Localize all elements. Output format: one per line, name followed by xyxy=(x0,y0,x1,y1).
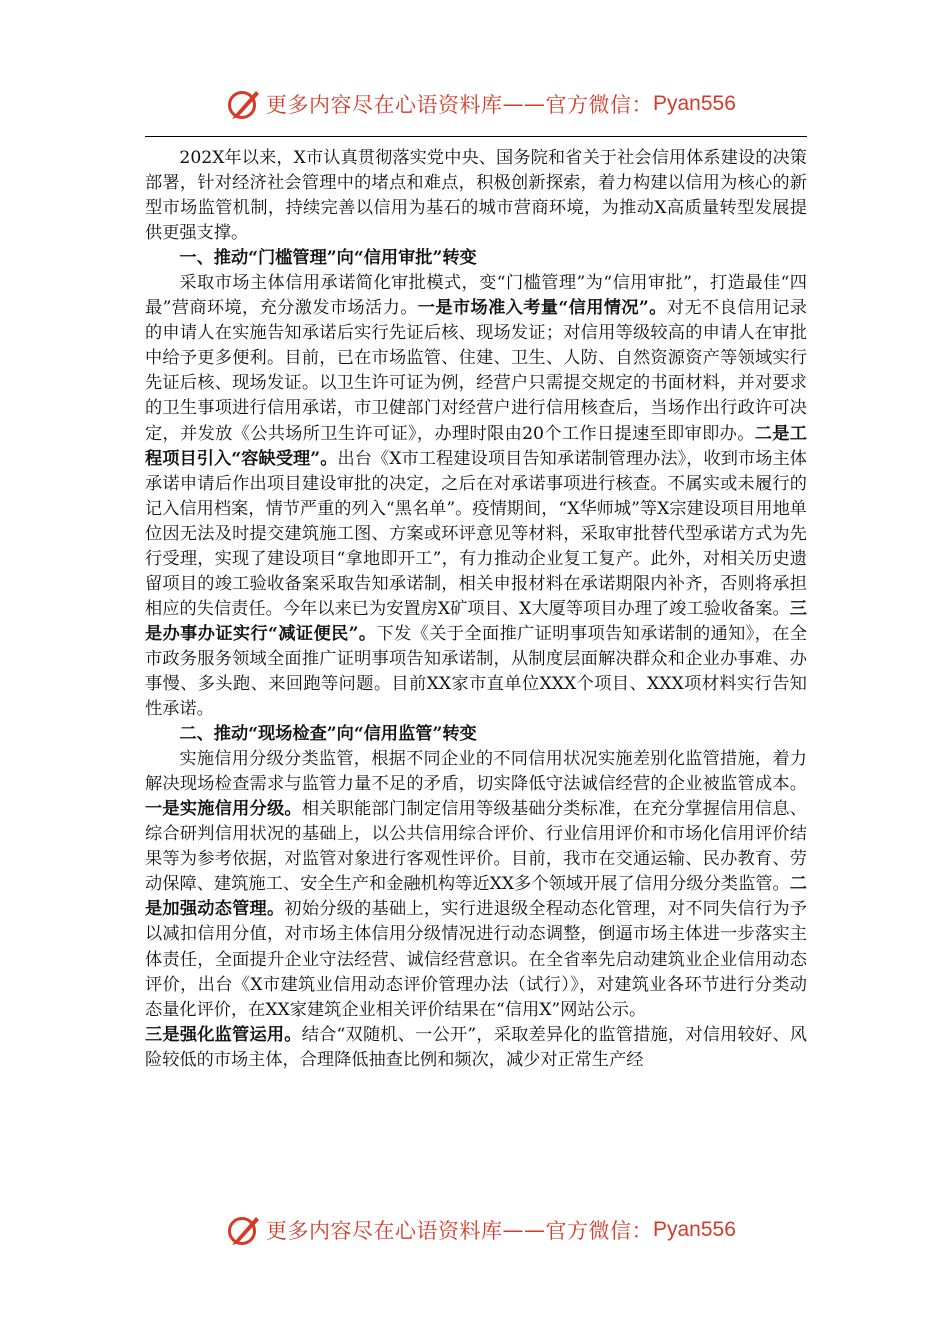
watermark-wechat-id: Pyan556 xyxy=(653,1218,736,1241)
section-2-point-2-text: 初始分级的基础上，实行进退级全程动态化管理，对不同失信行为予以减扣信用分值，对市场主体信用分级情况进行动态调整，倒逼市场主体进一步落实主体责任，全面提升企业守法经营、诚信经营意识。在全省率先启动建筑业企业信用动态评价，出台《X市建筑业信用动态评价管理办法（试行）》，对建筑业各环节进行分类动态量化评价，在XX家建筑企业相关评价结果在“信用X”网站公示。 xyxy=(145,899,807,1020)
header-watermark xyxy=(226,86,736,122)
section-2-lead: 实施信用分级分类监管，根据不同企业的不同信用状况实施差别化监管措施，着力解决现场检查需求与监管力量不足的矛盾，切实降低守法诚信经营的企业被监管成本。 xyxy=(145,749,807,795)
section-1-point-3-title: 三是办事办证实行“减证便民”。 xyxy=(145,598,807,644)
watermark-dash: —— xyxy=(502,1218,546,1242)
watermark-label: 官方微信： xyxy=(545,93,653,117)
header-divider xyxy=(145,136,807,137)
section-2-point-1-title: 一是实施信用分级。 xyxy=(145,799,302,820)
watermark-brand: 更多内容尽在心语资料库 xyxy=(266,93,503,117)
section-2-heading: 二、推动“现场检查”向“信用监管”转变 xyxy=(179,724,477,745)
section-2-point-2-title: 二是加强动态管理。 xyxy=(145,874,807,920)
watermark-wechat-id: Pyan556 xyxy=(653,92,736,115)
section-1-point-2-text: 出台《X市工程建设项目告知承诺制管理办法》，收到市场主体承诺申请后作出项目建设审批的决定，之后在对承诺事项进行核查。不属实或未履行的记入信用档案，情节严重的列入“黑名单”。疫情期间，“X华师城”等X宗建设项目用地单位因无法及时提交建筑施工图、方案或环评意见等材料，采取审批替代型承诺方式为先行受理，实现了建设项目“拿地即开工”，有力推动企业复工复产。此外，对相关历史遗留项目的竣工验收备案采取告知承诺制，相关申报材料在承诺期限内补齐，否则将承担相应的失信责任。今年以来已为安置房X矿项目、X大厦等项目办理了竣工验收备案。 xyxy=(145,448,807,619)
section-2-continued-paragraph xyxy=(145,1023,807,1073)
section-1-paragraph xyxy=(145,271,807,722)
section-1-point-2-title: 二是工程项目引入“容缺受理”。 xyxy=(145,423,807,469)
section-2-point-3-title: 三是强化监管运用。 xyxy=(145,1024,302,1045)
section-1-heading: 一、推动“门槛管理”向“信用审批”转变 xyxy=(179,248,477,269)
section-2-paragraph xyxy=(145,747,807,1023)
pen-circle-logo-icon xyxy=(226,86,262,122)
intro-paragraph: 202X年以来，X市认真贯彻落实党中央、国务院和省关于社会信用体系建设的决策部署，针对经济社会管理中的堵点和难点，积极创新探索，着力构建以信用为核心的新型市场监管机制，持续完善以信用为基石的城市营商环境，为推动X高质量转型发展提供更强支撑。 xyxy=(145,148,807,244)
watermark-dash: —— xyxy=(502,92,546,116)
footer-watermark xyxy=(226,1212,736,1248)
section-1-lead: 采取市场主体信用承诺简化审批模式，变“门槛管理”为“信用审批”，打造最佳“四最”营商环境，充分激发市场活力。 xyxy=(145,273,807,319)
section-1-point-1-title: 一是市场准入考量“信用情况”。 xyxy=(417,298,667,319)
section-2-point-1-text: 相关职能部门制定信用等级基础分类标准，在充分掌握信用信息、综合研判信用状况的基础上，以公共信用综合评价、行业信用评价和市场化信用评价结果等为参考依据，对监管对象进行客观性评价。目前，我市在交通运输、民办教育、劳动保障、建筑施工、安全生产和金融机构等近XX多个领域开展了信用分级分类监管。 xyxy=(145,799,807,895)
watermark-label: 官方微信： xyxy=(545,1219,653,1243)
watermark-brand: 更多内容尽在心语资料库 xyxy=(266,1219,503,1243)
pen-circle-logo-icon xyxy=(226,1212,262,1248)
document-body xyxy=(145,146,807,1073)
section-1-point-3-text: 下发《关于全面推广证明事项告知承诺制的通知》，在全市政务服务领域全面推广证明事项告知承诺制，从制度层面解决群众和企业办事难、办事慢、多头跑、来回跑等问题。目前XX家市直单位XXX个项目、XXX项材料实行告知性承诺。 xyxy=(145,623,808,720)
section-1-point-1-text: 对无不良信用记录的申请人在实施告知承诺后实行先证后核、现场发证；对信用等级较高的申请人在审批中给予更多便利。目前，已在市场监管、住建、卫生、人防、自然资源资产等领域实行先证后核、现场发证。以卫生许可证为例，经营户只需提交规定的书面材料，并对要求的卫生事项进行信用承诺，市卫健部门对经营户进行信用核查后，当场作出行政许可决定，并发放《公共场所卫生许可证》，办理时限由20个工作日提速至即审即办。 xyxy=(145,298,807,444)
section-2-point-3-text: 结合“双随机、一公开”，采取差异化的监管措施，对信用较好、风险较低的市场主体，合理降低抽查比例和频次，减少对正常生产经 xyxy=(145,1024,807,1070)
